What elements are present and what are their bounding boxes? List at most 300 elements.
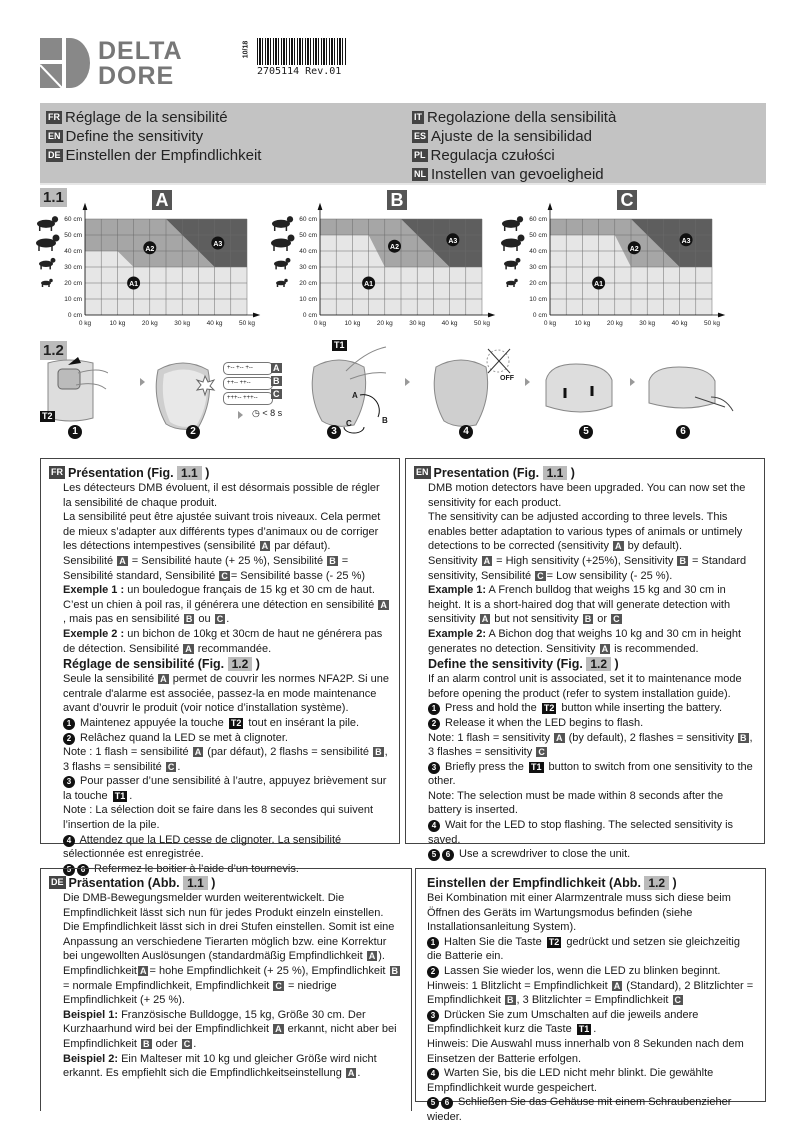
region-label-a2 xyxy=(628,241,641,254)
x-tick-label: 30 kg xyxy=(174,320,191,327)
sensitivity-badge: B xyxy=(740,732,747,743)
small-dog-icon xyxy=(39,258,55,270)
step-number: 4 xyxy=(63,835,75,847)
led-off-illustration xyxy=(430,345,520,430)
y-tick-label: 10 cm xyxy=(299,296,317,303)
sensitivity-badge: A xyxy=(194,747,202,758)
barcode-bars xyxy=(257,38,347,65)
sensitivity-badge: A xyxy=(261,541,269,552)
text: Les détecteurs DMB évoluent, il est désormais possible de régler la sensibilité de chaque produit. xyxy=(63,482,380,509)
de-setting-text xyxy=(427,891,757,1125)
step-number: 3 xyxy=(427,1010,439,1022)
text: = niedrige Empfindlichkeit (+ 25 %). xyxy=(63,979,337,1007)
paragraph xyxy=(63,731,391,746)
text: Schließen Sie das Gehäuse mit einem Schraubenzieher wieder. xyxy=(427,1096,732,1123)
sensitivity-badge: A xyxy=(368,951,376,962)
sensitivity-badge: A xyxy=(139,965,147,976)
svg-text:A3: A3 xyxy=(681,237,691,245)
arrow-right-icon xyxy=(405,378,410,386)
cat-icon xyxy=(276,279,288,287)
text: but not sensitivity xyxy=(491,613,582,626)
step-number: 4 xyxy=(459,425,473,439)
x-tick-label: 30 kg xyxy=(409,320,426,327)
y-tick-label: 0 cm xyxy=(532,312,547,319)
level-a-badge: A xyxy=(273,363,280,373)
paragraph xyxy=(428,731,756,760)
step-number: 2 xyxy=(186,425,200,439)
large-dog-icon xyxy=(502,216,523,231)
text: or xyxy=(594,613,611,626)
text: = Sensibilité haute (+ 25 %), Sensibilité xyxy=(128,554,327,567)
brand-line-2: DORE xyxy=(98,62,175,90)
cat-icon xyxy=(41,279,53,287)
chart-svg xyxy=(30,190,262,330)
y-tick-label: 40 cm xyxy=(299,248,317,255)
text: Maintenez appuyée la touche xyxy=(77,716,227,729)
y-tick-label: 50 cm xyxy=(529,232,547,239)
sensitivity-badge: C xyxy=(674,995,682,1006)
y-tick-label: 30 cm xyxy=(299,264,317,271)
cycle-b: B xyxy=(382,416,388,425)
heading-fr-presentation: FR Présentation (Fig. 1.1 ) xyxy=(51,466,210,480)
sensitivity-badge: C xyxy=(275,980,282,991)
paragraph xyxy=(427,1095,757,1124)
x-tick-label: 0 kg xyxy=(543,320,557,327)
paragraph xyxy=(63,672,391,716)
text: Seule la sensibilité xyxy=(63,673,158,686)
text: ). xyxy=(378,950,385,963)
sensitivity-badge: A xyxy=(160,674,167,685)
text: is recommended. xyxy=(611,642,699,655)
medium-dog-icon xyxy=(501,235,525,252)
text: (by default), 2 flashes = sensitivity xyxy=(565,731,738,744)
y-tick-label: 50 cm xyxy=(64,232,82,239)
y-tick-label: 40 cm xyxy=(529,248,547,255)
step-number: 1 xyxy=(427,937,439,949)
paragraph xyxy=(63,716,391,731)
svg-text:A2: A2 xyxy=(629,245,639,253)
fr-presentation-text xyxy=(49,481,391,656)
level-b-badge: B xyxy=(273,376,280,386)
text: , 3 flashes = sensitivity xyxy=(428,731,753,759)
sensitivity-badge: B xyxy=(507,995,514,1006)
en-presentation-text xyxy=(414,481,756,656)
step-number: 1 xyxy=(428,703,440,715)
text: If an alarm control unit is associated, set it to maintenance mode before opening the product (refer to system installation guide). xyxy=(428,673,742,700)
x-tick-label: 40 kg xyxy=(206,320,223,327)
arrow-right-icon xyxy=(525,378,530,386)
en-setting-text xyxy=(414,672,756,862)
heading-de-setting: Einstellen der Empfindlichkeit (Abb. 1.2 ) xyxy=(427,876,677,890)
sensitivity-badge: A xyxy=(613,980,621,991)
text: Hinweis: 1 Blitzlicht = Empfindlichkeit xyxy=(427,979,611,992)
svg-text:A3: A3 xyxy=(448,237,458,245)
text: Drücken Sie zum Umschalten auf die jeweils andere Empfindlichkeit kurz die Taste xyxy=(427,1008,699,1036)
barcode-number: 2705114 Rev.01 xyxy=(257,66,342,77)
text: = Low sensibility (- 25 %). xyxy=(546,569,673,582)
text: , 3 Blitzlichter = Empfindlichkeit xyxy=(516,994,672,1007)
sensitivity-badge: B xyxy=(143,1038,150,1049)
arrow-right-icon xyxy=(238,411,243,419)
close-cover-illustration xyxy=(540,360,620,420)
y-tick-label: 30 cm xyxy=(64,264,82,271)
paragraph xyxy=(428,716,756,731)
paragraph xyxy=(63,627,391,656)
svg-text:A1: A1 xyxy=(594,281,604,288)
y-tick-label: 10 cm xyxy=(529,296,547,303)
text: = High sensitivity (+25%), Sensitivity xyxy=(493,554,677,567)
paragraph xyxy=(427,1066,757,1095)
y-tick-label: 60 cm xyxy=(299,216,317,223)
large-dog-icon xyxy=(37,216,58,231)
y-tick-label: 60 cm xyxy=(529,216,547,223)
step-number: 6 xyxy=(442,849,454,861)
step-number: 5 xyxy=(428,849,440,861)
arrow-right-icon xyxy=(140,378,145,386)
paragraph xyxy=(428,583,756,627)
title-es: ES Ajuste de la sensibilidad xyxy=(414,128,592,145)
sensitivity-badge: B xyxy=(375,747,382,758)
svg-text:A2: A2 xyxy=(390,244,399,252)
step-number: 1 xyxy=(63,718,75,730)
paragraph xyxy=(428,554,756,583)
chart-title: A xyxy=(152,190,172,210)
paragraph xyxy=(63,554,391,583)
text: Warten Sie, bis die LED nicht mehr blinkt. Die gewählte Empfindlichkeit wurde gespeichert. xyxy=(427,1067,714,1094)
text: ou xyxy=(195,613,214,626)
step-number: 6 xyxy=(676,425,690,439)
sensitivity-badge: C xyxy=(216,614,224,625)
sensitivity-badge: C xyxy=(167,761,175,772)
text: Press and hold the xyxy=(442,702,540,715)
y-tick-label: 10 cm xyxy=(64,296,82,303)
key-badge: T2 xyxy=(548,936,560,947)
bold-label: Beispiel 1: xyxy=(63,1008,119,1021)
x-tick-label: 10 kg xyxy=(109,320,126,327)
svg-text:A3: A3 xyxy=(213,241,223,248)
bold-label: Exemple 1 : xyxy=(63,584,125,597)
key-badge: T1 xyxy=(578,1024,590,1035)
text: A French bulldog that weighs 15 kg and 30 cm in height. It is a short-haired dog that will generate detection with sensitivity xyxy=(428,584,731,626)
x-tick-label: 40 kg xyxy=(671,320,688,327)
text: Sensitivity xyxy=(428,554,481,567)
sensitivity-badge: A xyxy=(481,614,489,625)
x-tick-label: 20 kg xyxy=(141,320,158,327)
chart-title: B xyxy=(387,190,407,210)
x-tick-label: 40 kg xyxy=(441,320,458,327)
svg-text:A1: A1 xyxy=(364,281,374,288)
svg-text:A1: A1 xyxy=(129,281,139,288)
paragraph xyxy=(63,1052,403,1081)
step-number: 4 xyxy=(428,820,440,832)
sensitivity-badge: A xyxy=(615,541,622,552)
sensitivity-badge: A xyxy=(556,732,563,743)
step-number: 3 xyxy=(327,425,341,439)
timer-icon: ◷ xyxy=(252,408,260,418)
text: Note: 1 flash = sensitivity xyxy=(428,731,554,744)
de-presentation-text xyxy=(49,891,403,1081)
text: Empfindlichkeit xyxy=(63,964,137,977)
timer-label: ◷ < 8 s xyxy=(252,408,283,418)
medium-dog-icon xyxy=(271,235,295,252)
heading-en-presentation: EN Presentation (Fig. 1.1 ) xyxy=(416,466,575,480)
paragraph xyxy=(427,1037,757,1066)
y-tick-label: 40 cm xyxy=(64,248,82,255)
step-number: 3 xyxy=(428,762,440,774)
paragraph xyxy=(63,1008,403,1052)
paragraph xyxy=(428,627,756,656)
text: tout en insérant la pile. xyxy=(245,716,360,729)
title-it: IT Regolazione della sensibilità xyxy=(414,109,617,126)
cycle-c: C xyxy=(346,419,352,428)
text: . xyxy=(177,760,181,773)
step-number: 3 xyxy=(63,776,75,788)
paragraph xyxy=(427,891,757,935)
text: recommandée. xyxy=(194,642,272,655)
x-tick-label: 0 kg xyxy=(78,320,92,327)
title-fr: FR Réglage de la sensibilité xyxy=(48,109,228,126)
region-label-a3 xyxy=(680,233,693,246)
chart-title: C xyxy=(617,190,637,210)
paragraph xyxy=(427,1008,757,1037)
text: The sensitivity can be adjusted according to three levels. This enables better adaptation to various types of animals or untimely detections to be corrected (sensitivity xyxy=(428,511,743,553)
text: Sensibilité xyxy=(63,554,117,567)
x-tick-label: 0 kg xyxy=(313,320,327,327)
sensitivity-badge: A xyxy=(275,1024,282,1035)
sensitivity-badge: B xyxy=(391,965,399,976)
sensitivity-badge: C xyxy=(613,614,620,625)
sensitivity-badge: A xyxy=(483,555,491,566)
sensitivity-badge: A xyxy=(119,555,126,566)
text: Die Empfindlichkeit lässt sich in drei Stufen einstellen. Somit ist eine Anpassung an verschiedene Tierarten möglich bzw. eine Korrektur bei ungewollten Auslösungen (standardmäßig Empfindlichkeit xyxy=(63,921,395,963)
text: = normale Empfindlichkeit, Empfindlichkeit xyxy=(63,979,273,992)
text: . xyxy=(357,1067,361,1080)
x-tick-label: 10 kg xyxy=(344,320,361,327)
text: Note : 1 flash = sensibilité xyxy=(63,746,192,759)
text: Bei Kombination mit einer Alarmzentrale muss sich diese beim Öffnen des Geräts im Wartungsmodus befinden (siehe Installationsanleitung System). xyxy=(427,892,731,934)
sensitivity-badge: C xyxy=(538,747,545,758)
cat-icon xyxy=(506,279,518,287)
key-badge: T2 xyxy=(230,717,242,728)
text: un bouledogue français de 15 kg et 30 cm de haut. C’est un chien à poil ras, il générera une détection en sensibilité xyxy=(63,584,378,611)
delta-dore-logo xyxy=(40,38,240,88)
text: Release it when the LED begins to flash. xyxy=(442,716,644,729)
chart-svg xyxy=(265,190,497,330)
level-c-badge: C xyxy=(273,389,280,399)
text: button to switch from one sensitivity to the other. xyxy=(428,760,753,788)
sensitivity-badge: B xyxy=(679,555,686,566)
x-tick-label: 10 kg xyxy=(574,320,591,327)
section-en xyxy=(405,458,765,861)
text: = hohe Empfindlichkeit (+ 25 %), Empfindlichkeit xyxy=(149,964,389,977)
step-number: 6 xyxy=(77,864,89,876)
text: Halten Sie die Taste xyxy=(441,935,545,948)
paragraph xyxy=(63,920,403,964)
title-en: EN Define the sensitivity xyxy=(48,128,204,145)
fr-setting-text xyxy=(49,672,391,876)
bold-label: Example 2: xyxy=(428,627,487,640)
screwdriver-illustration xyxy=(645,363,735,423)
text: (Standard), 2 Blitzlichter = Empfindlichkeit xyxy=(427,979,754,1007)
text: = Sensibilité standard, Sensibilité xyxy=(63,554,349,582)
region-label-a1 xyxy=(127,277,140,290)
paragraph xyxy=(63,510,391,554)
paragraph xyxy=(428,789,756,818)
small-dog-icon xyxy=(504,258,520,270)
step-number: 5 xyxy=(63,864,75,876)
cycle-a: A xyxy=(352,391,358,400)
section-de-presentation xyxy=(40,868,412,1111)
step-number: 1 xyxy=(68,425,82,439)
y-tick-label: 20 cm xyxy=(299,280,317,287)
text: Die DMB-Bewegungsmelder wurden weiterentwickelt. Die Empfindlichkeit lässt sich nun für jedes Produkt einzeln einstellen. xyxy=(63,892,384,919)
sensitivity-badge: C xyxy=(537,570,544,581)
text: erkannt, nicht aber bei Empfindlichkeit xyxy=(63,1023,397,1050)
step-number: 2 xyxy=(63,733,75,745)
heading-en-setting: Define the sensitivity (Fig. 1.2 ) xyxy=(428,657,619,672)
region-label-a1 xyxy=(592,277,605,290)
paragraph xyxy=(427,964,757,979)
x-tick-label: 50 kg xyxy=(474,320,490,327)
text: DMB motion detectors have been upgraded. You can now set the sensitivity for each product. xyxy=(428,482,746,509)
heading-de-presentation: DE Präsentation (Abb. 1.1 ) xyxy=(51,876,216,890)
sensitivity-badge: C xyxy=(183,1038,191,1049)
text: , mais pas en sensibilité xyxy=(63,613,183,626)
region-label-a1 xyxy=(362,277,375,290)
region-label-a2 xyxy=(143,241,156,254)
x-tick-label: 20 kg xyxy=(606,320,623,327)
paragraph xyxy=(428,701,756,716)
bold-label: Example 1: xyxy=(428,584,487,597)
paragraph xyxy=(63,964,403,1008)
chart-svg xyxy=(495,190,727,330)
title-nl: NL Instellen van gevoeligheid xyxy=(414,166,604,183)
text: Refermez le boitier à l’aide d’un tournevis. xyxy=(91,862,299,875)
sensitivity-badge: B xyxy=(185,614,193,625)
paragraph xyxy=(63,833,391,862)
text: Attendez que la LED cesse de clignoter. La sensibilité sélectionnée est enregistrée. xyxy=(63,833,342,861)
x-tick-label: 20 kg xyxy=(376,320,393,327)
text: Briefly press the xyxy=(442,760,527,773)
y-tick-label: 0 cm xyxy=(67,312,82,319)
logo-mark-icon xyxy=(40,38,90,88)
paragraph xyxy=(428,760,756,789)
sensitivity-badge: A xyxy=(185,643,192,654)
text: Use a screwdriver to close the unit. xyxy=(456,848,631,861)
text: . xyxy=(193,1037,197,1050)
bold-label: Exemple 2 : xyxy=(63,627,125,640)
text: oder xyxy=(152,1037,181,1050)
region-label-a3 xyxy=(211,237,224,250)
step-number: 6 xyxy=(441,1097,453,1109)
text: La sensibilité peut être ajustée suivant trois niveaux. Cela permet de mieux s’adapter aux différents types d’animaux ou de corriger les détections intempestives (sensibilité xyxy=(63,511,381,553)
sensitivity-badge: B xyxy=(329,555,336,566)
step-number: 2 xyxy=(428,718,440,730)
paragraph xyxy=(428,847,756,862)
title-pl: PL Regulacja czułości xyxy=(414,147,555,164)
text: Note: The selection must be made within 8 seconds after the battery is inserted. xyxy=(428,789,724,817)
title-bar xyxy=(40,103,766,185)
text: Ein Malteser mit 10 kg und gleicher Größe wird nicht erkannt. Es empfiehlt sich die Empfindlichkeitseinstellung xyxy=(63,1052,377,1080)
paragraph xyxy=(428,510,756,554)
barcode xyxy=(242,38,355,88)
off-label: OFF xyxy=(500,375,514,382)
paragraph xyxy=(427,935,757,964)
text: Pour passer d’une sensibilité à l’autre, appuyez brièvement sur la touche xyxy=(63,775,387,802)
brand-line-1: DELTA xyxy=(98,37,183,65)
key-badge: T2 xyxy=(543,703,555,714)
text: A Bichon dog that weighs 10 kg and 30 cm in height generates no detection. Sensitivity xyxy=(428,627,742,655)
step-number: 2 xyxy=(427,966,439,978)
text: Note : La sélection doit se faire dans les 8 secondes qui suivent l’insertion de la pile. xyxy=(63,804,374,832)
region-label-a2 xyxy=(388,240,401,253)
text: , 3 flashs = sensibilité xyxy=(63,746,388,773)
paragraph xyxy=(427,979,757,1008)
flash-patterns: +-- +-- +-- ++-- ++-- +++-- +++-- xyxy=(223,362,273,405)
text: (par défaut), 2 flashs = sensibilité xyxy=(204,746,373,759)
x-tick-label: 30 kg xyxy=(639,320,656,327)
text: Lassen Sie wieder los, wenn die LED zu blinken beginnt. xyxy=(441,964,721,977)
text: . xyxy=(593,1023,597,1036)
t2-badge: T2 xyxy=(42,411,53,421)
t1-badge: T1 xyxy=(334,340,345,350)
section-fr xyxy=(40,458,400,875)
x-tick-label: 50 kg xyxy=(704,320,720,327)
text: Wait for the LED to stop flashing. The selected sensitivity is saved. xyxy=(428,819,734,846)
text: Relâchez quand la LED se met à clignoter. xyxy=(77,731,288,744)
text: permet de couvrir les normes NFA2P. Si une centrale d'alarme est associée, passez-la en mode maintenance avant d’ouvrir le produit (voir notice d’installation système). xyxy=(63,673,389,715)
text: Französische Bulldogge, 15 kg, Größe 30 cm. Der Kurzhaarhund wird bei der Empfindlichkeit xyxy=(63,1008,366,1036)
key-badge: T1 xyxy=(530,761,542,772)
paragraph xyxy=(63,583,391,627)
text: . xyxy=(226,613,230,626)
y-tick-label: 50 cm xyxy=(299,232,317,239)
y-tick-label: 20 cm xyxy=(529,280,547,287)
paragraph xyxy=(63,891,403,920)
small-dog-icon xyxy=(274,258,290,270)
paragraph xyxy=(63,774,391,803)
fig-1-2-label: 1.2 xyxy=(40,341,67,360)
text: un bichon de 10kg et 30cm de haut ne générera pas de détection. Sensibilité xyxy=(63,627,383,655)
y-tick-label: 30 cm xyxy=(529,264,547,271)
text: = Standard sensitivity, Sensibilité xyxy=(428,554,747,582)
text: gedrückt und setzen sie gleichzeitig die Batterie ein. xyxy=(427,935,740,963)
text: Hinweis: Die Auswahl muss innerhalb von 8 Sekunden nach dem Einsetzen der Batterie erfolgen. xyxy=(427,1037,744,1065)
paragraph xyxy=(428,818,756,847)
sensitivity-badge: A xyxy=(380,599,387,610)
arrow-right-icon xyxy=(630,378,635,386)
title-de: DE Einstellen der Empfindlichkeit xyxy=(48,147,262,164)
text: = Sensibilité basse (- 25 %) xyxy=(230,569,366,582)
text: par défaut). xyxy=(271,540,331,553)
step-number: 4 xyxy=(427,1068,439,1080)
step-number: 5 xyxy=(427,1097,439,1109)
text: by default). xyxy=(624,540,683,553)
large-dog-icon xyxy=(272,216,293,231)
sensitivity-badge: A xyxy=(347,1068,355,1079)
detector-flash-illustration xyxy=(150,360,220,430)
paragraph xyxy=(63,745,391,774)
sensitivity-badge: C xyxy=(221,570,228,581)
barcode-date: 10/18 xyxy=(242,40,250,59)
section-de-setting xyxy=(415,868,766,1123)
region-label-a3 xyxy=(446,233,459,246)
fig-1-1-label: 1.1 xyxy=(40,188,67,207)
key-badge: T1 xyxy=(114,790,126,801)
medium-dog-icon xyxy=(36,235,60,252)
paragraph xyxy=(63,481,391,510)
y-tick-label: 0 cm xyxy=(302,312,317,319)
